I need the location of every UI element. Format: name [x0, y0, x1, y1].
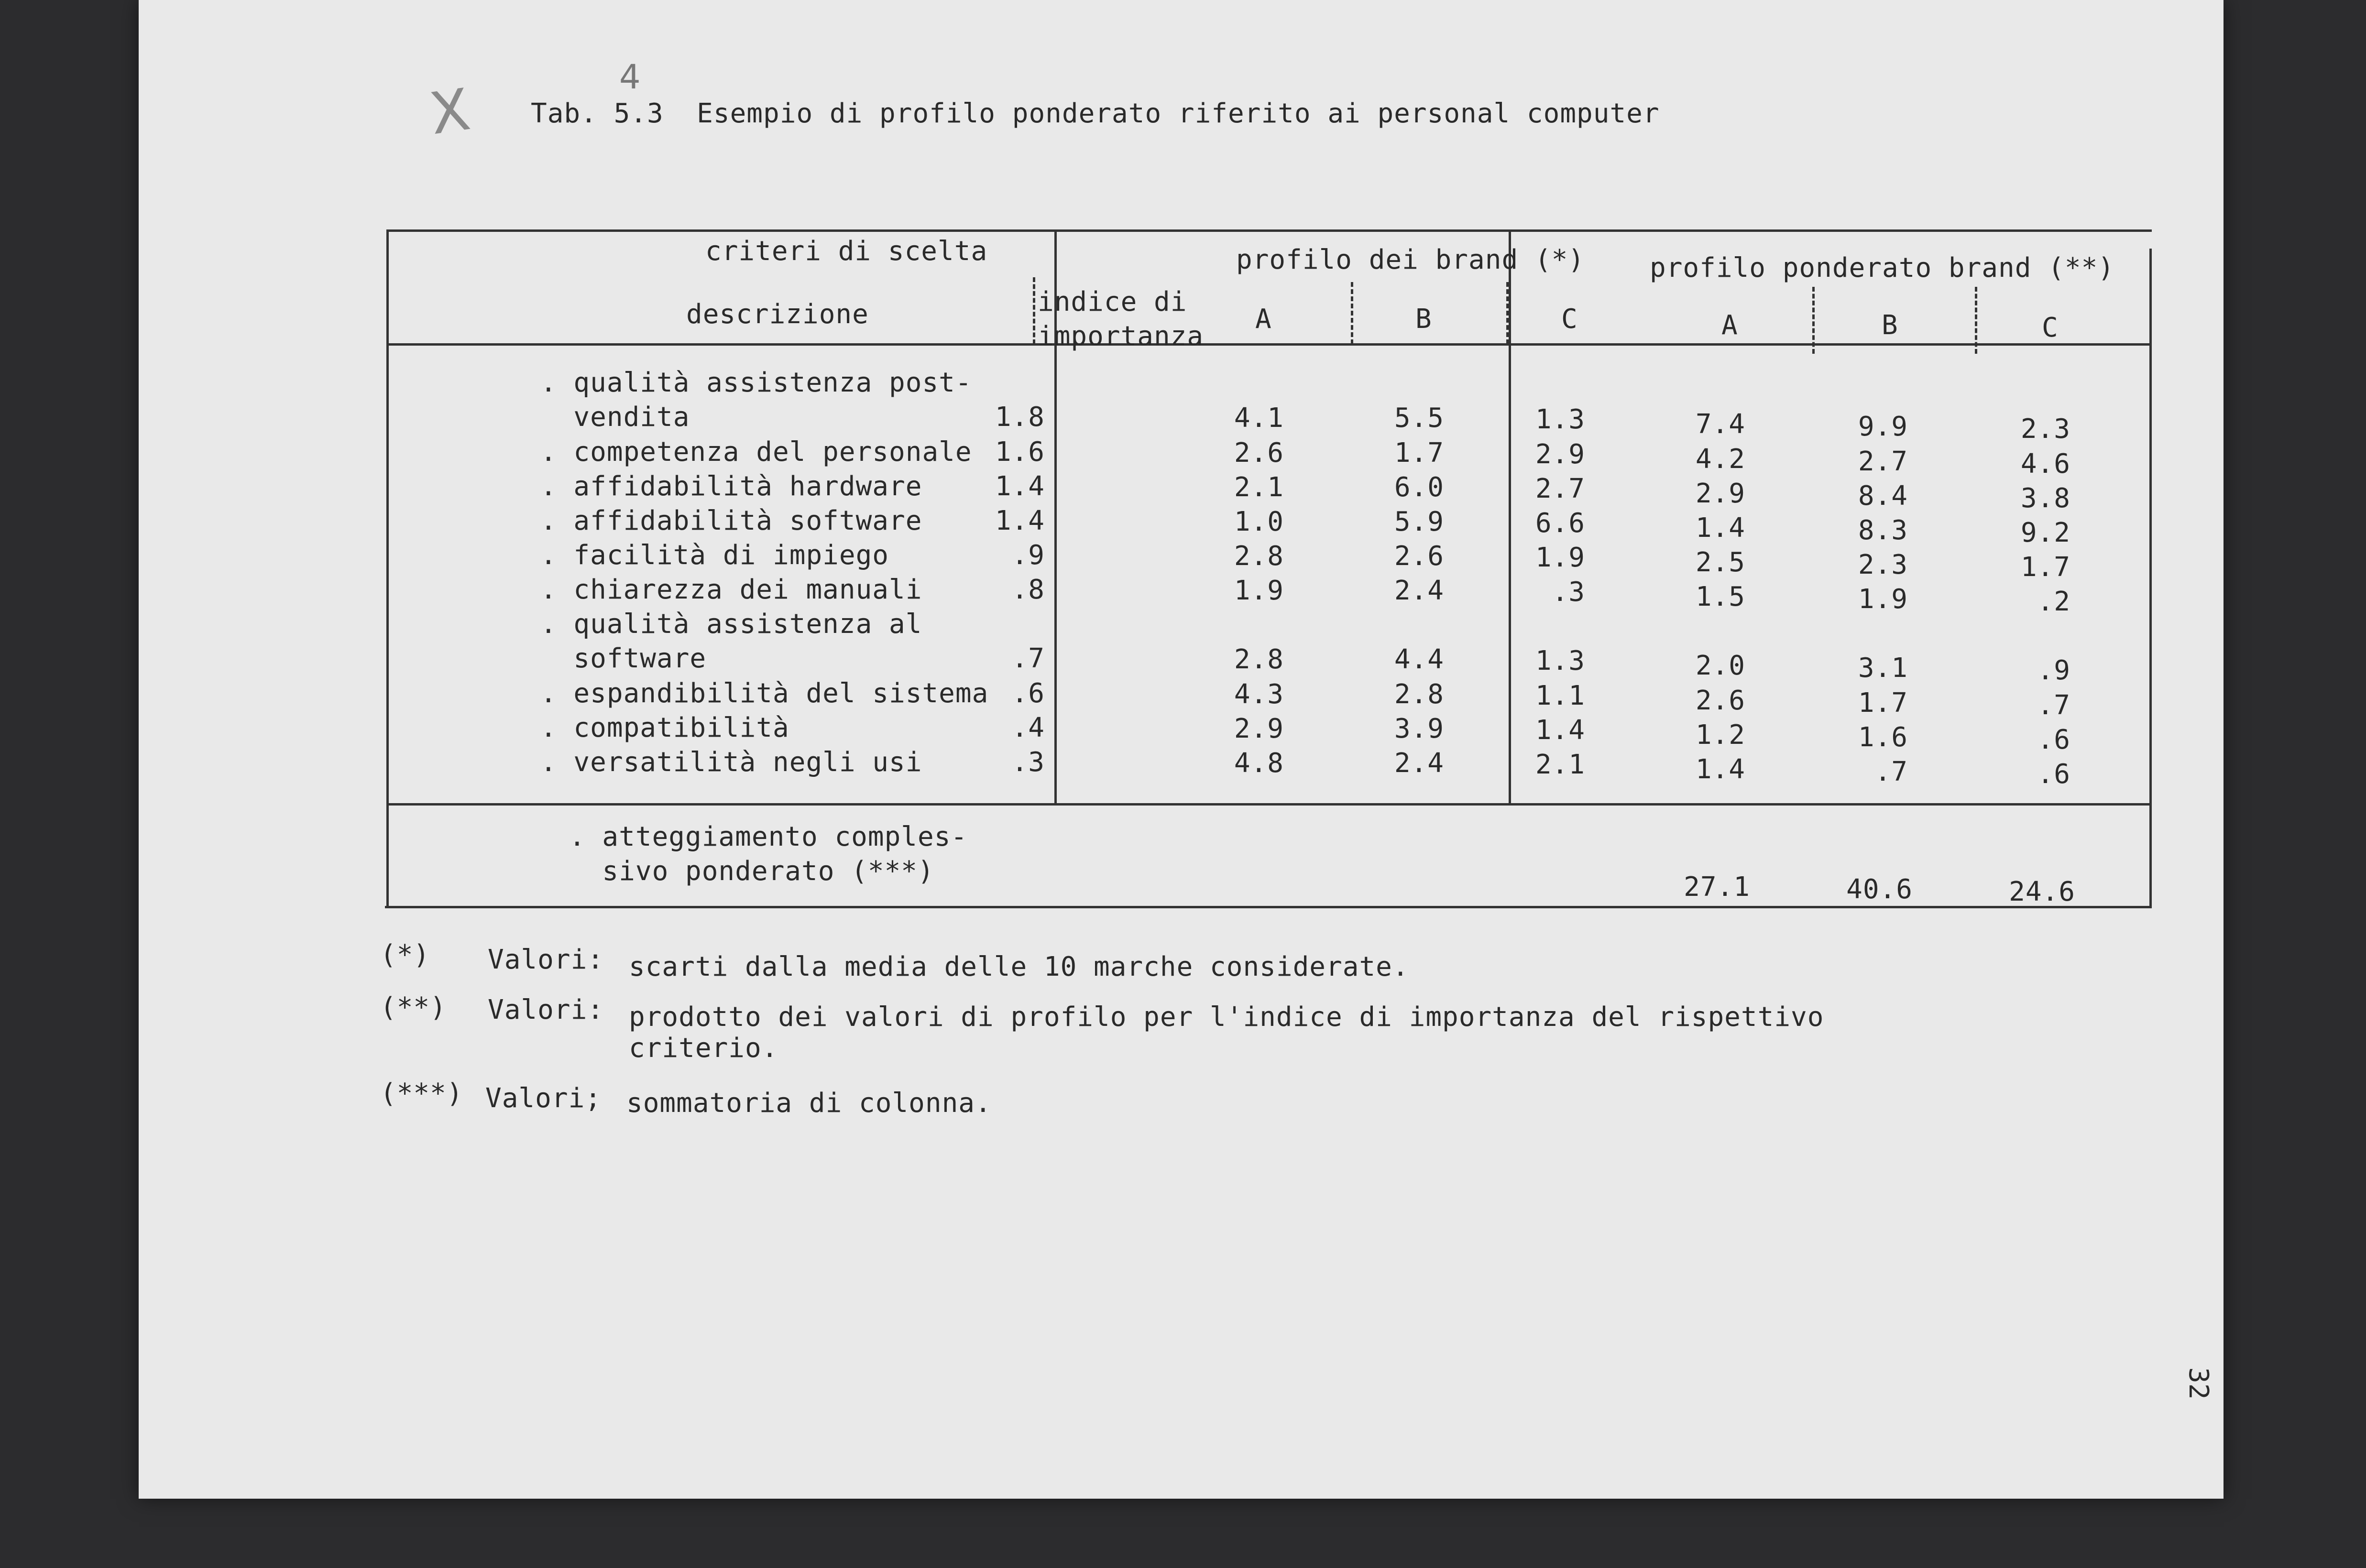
handwritten-number: 4	[619, 57, 641, 97]
weighted-a-cell: 2.9	[1695, 478, 1745, 509]
header-dash-wab	[1812, 287, 1815, 354]
weighted-c-cell: .6	[2037, 759, 2070, 790]
importance-cell: .9	[1011, 540, 1045, 571]
weighted-a-cell: 1.5	[1695, 581, 1745, 612]
importance-cell: .3	[1011, 747, 1045, 778]
note-3-text: sommatoria di colonna.	[626, 1088, 992, 1119]
weighted-a-cell: 2.6	[1695, 685, 1745, 716]
weighted-c-cell: 1.7	[2020, 552, 2070, 583]
importance-cell: 1.8	[995, 402, 1045, 433]
note-3-label: Valori;	[485, 1083, 602, 1114]
weighted-c-cell: .2	[2037, 586, 2070, 617]
weighted-c-cell: .9	[2037, 655, 2070, 686]
total-a: 27.1	[1684, 871, 1750, 903]
pen-mark: X	[426, 76, 474, 148]
brand-a-cell: 4.8	[1234, 748, 1284, 779]
criterion-label: . qualità assistenza post-	[540, 367, 972, 398]
weighted-a-cell: 1.4	[1695, 512, 1745, 544]
document-page	[139, 0, 2224, 1499]
brand-c-cell: 6.6	[1535, 508, 1585, 539]
weighted-c-header: C	[2042, 312, 2059, 343]
page-number: 32	[2183, 1367, 2214, 1400]
note-2-marker: (**)	[380, 992, 447, 1023]
weighted-b-cell: 3.1	[1858, 653, 1908, 684]
brand-b-cell: 3.9	[1394, 713, 1444, 744]
brand-b-cell: 1.7	[1394, 437, 1444, 468]
brand-a-cell: 2.1	[1234, 472, 1284, 503]
note-1-label: Valori:	[488, 944, 604, 975]
brand-c-cell: 2.1	[1535, 749, 1585, 780]
total-label-2: sivo ponderato (***)	[569, 856, 934, 887]
brand-b-cell: 2.6	[1394, 541, 1444, 572]
weighted-a-cell: 1.2	[1695, 719, 1745, 751]
table-left-border	[386, 229, 389, 908]
criterion-label: . qualità assistenza al	[540, 609, 922, 640]
table-title: Tab. 5.3 Esempio di profilo ponderato riferito ai personal computer	[531, 98, 1660, 129]
weighted-b-cell: 1.7	[1858, 687, 1908, 719]
criterion-label: . facilità di impiego	[540, 540, 889, 571]
criterion-label: . versatilità negli usi	[540, 747, 922, 778]
note-1-marker: (*)	[380, 939, 430, 970]
weighted-b-cell: 8.4	[1858, 480, 1908, 512]
description-header: descrizione	[686, 299, 869, 330]
total-b: 40.6	[1846, 874, 1913, 905]
brand-c-header: C	[1561, 304, 1578, 335]
weighted-b-cell: 2.7	[1858, 446, 1908, 477]
weighted-a-cell: 1.4	[1695, 754, 1745, 785]
brand-a-cell: 2.6	[1234, 437, 1284, 468]
importance-cell: .7	[1011, 643, 1045, 674]
weighted-c-cell: 9.2	[2020, 517, 2070, 548]
header-separator	[387, 343, 2152, 346]
weighted-b-header: B	[1882, 310, 1898, 341]
header-dash-ab	[1351, 282, 1353, 344]
brand-a-cell: 2.9	[1234, 713, 1284, 744]
brand-a-header: A	[1255, 304, 1272, 335]
brand-c-cell: 1.3	[1535, 404, 1585, 435]
header-dash-bc	[1506, 282, 1509, 344]
brand-a-cell: 1.0	[1234, 506, 1284, 537]
importance-header-1: indice di	[1038, 286, 1187, 317]
weighted-b-cell: 2.3	[1858, 549, 1908, 580]
brand-b-cell: 2.4	[1394, 748, 1444, 779]
brand-c-cell: 1.1	[1535, 680, 1585, 711]
weighted-b-cell: 9.9	[1858, 411, 1908, 442]
criterion-label-cont: vendita	[540, 402, 690, 433]
header-dash-importance	[1033, 277, 1035, 344]
table-right-border	[2149, 249, 2152, 908]
brand-b-cell: 2.8	[1394, 679, 1444, 710]
criterion-label-cont: software	[540, 643, 707, 674]
weighted-b-cell: 1.6	[1858, 722, 1908, 753]
importance-cell: .8	[1011, 574, 1045, 605]
brand-b-cell: 4.4	[1394, 644, 1444, 675]
weighted-b-cell: 8.3	[1858, 515, 1908, 546]
brand-c-cell: 1.4	[1535, 715, 1585, 746]
weighted-b-cell: .7	[1874, 756, 1908, 787]
criterion-label: . affidabilità hardware	[540, 471, 922, 502]
importance-header-2: importanza	[1038, 321, 1204, 352]
brand-b-cell: 6.0	[1394, 472, 1444, 503]
total-label-1: . atteggiamento comples-	[569, 821, 968, 852]
brand-a-cell: 1.9	[1234, 575, 1284, 606]
brand-c-cell: 1.9	[1535, 542, 1585, 573]
header-dash-wbc	[1975, 287, 1977, 354]
criterion-label: . espandibilità del sistema	[540, 678, 989, 709]
weighted-c-cell: 2.3	[2020, 414, 2070, 445]
weighted-a-cell: 2.5	[1695, 547, 1745, 578]
brand-c-cell: .3	[1552, 577, 1585, 608]
weighted-profile-header: profilo ponderato brand (**)	[1650, 252, 2115, 283]
importance-cell: .6	[1011, 678, 1045, 709]
brand-profile-header: profilo dei brand (*)	[1236, 244, 1585, 275]
brand-b-cell: 5.9	[1394, 506, 1444, 537]
brand-a-cell: 2.8	[1234, 644, 1284, 675]
weighted-a-cell: 7.4	[1695, 409, 1745, 440]
importance-cell: 1.4	[995, 471, 1045, 502]
brand-b-cell: 5.5	[1394, 403, 1444, 434]
weighted-c-cell: 3.8	[2020, 483, 2070, 514]
criterion-label: . chiarezza dei manuali	[540, 574, 922, 605]
total-separator	[387, 803, 2152, 806]
weighted-a-cell: 4.2	[1695, 444, 1745, 475]
note-2-text-cont: criterio.	[629, 1033, 778, 1064]
weighted-c-cell: 4.6	[2020, 448, 2070, 479]
importance-cell: .4	[1011, 712, 1045, 743]
weighted-a-header: A	[1721, 310, 1738, 341]
brand-c-cell: 2.7	[1535, 473, 1585, 504]
criterion-label: . competenza del personale	[540, 436, 972, 468]
criterion-label: . compatibilità	[540, 712, 789, 743]
note-2-text: prodotto dei valori di profilo per l'indice di importanza del rispettivo	[629, 1002, 1824, 1033]
importance-cell: 1.6	[995, 436, 1045, 468]
criterion-label: . affidabilità software	[540, 505, 922, 536]
brand-b-cell: 2.4	[1394, 575, 1444, 606]
brand-c-cell: 2.9	[1535, 439, 1585, 470]
brand-a-cell: 2.8	[1234, 541, 1284, 572]
brand-a-cell: 4.3	[1234, 679, 1284, 710]
note-1-text: scarti dalla media delle 10 marche considerate.	[629, 951, 1409, 982]
note-3-marker: (***)	[380, 1078, 463, 1109]
weighted-c-cell: .6	[2037, 724, 2070, 755]
table-top-border	[387, 229, 2152, 232]
weighted-a-cell: 2.0	[1695, 650, 1745, 681]
importance-cell: 1.4	[995, 505, 1045, 536]
brand-a-cell: 4.1	[1234, 403, 1284, 434]
weighted-c-cell: .7	[2037, 690, 2070, 721]
total-c: 24.6	[2009, 876, 2075, 907]
weighted-b-cell: 1.9	[1858, 584, 1908, 615]
note-2-label: Valori:	[488, 994, 604, 1025]
criteria-header: criteri di scelta	[705, 236, 988, 267]
brand-b-header: B	[1415, 304, 1432, 335]
brand-c-cell: 1.3	[1535, 645, 1585, 676]
